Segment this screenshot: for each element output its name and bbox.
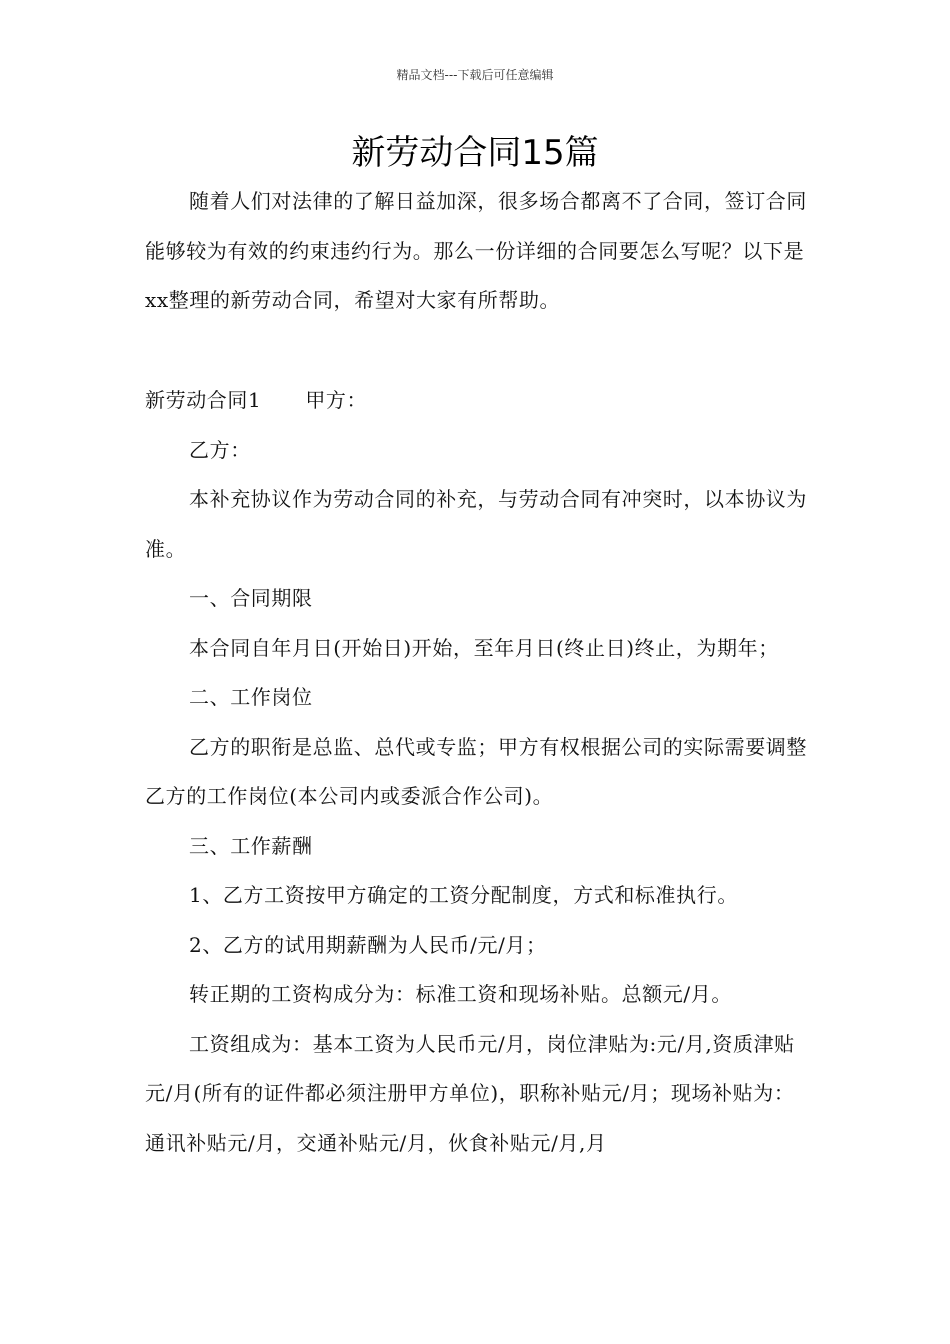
paragraph-contract-term: 本合同自年月日(开始日)开始，至年月日(终止日)终止，为期年； bbox=[189, 635, 779, 660]
header-note: 精品文档---下载后可任意编辑 bbox=[396, 68, 554, 82]
paragraph-regular-salary: 转正期的工资构成分为：标准工资和现场补贴。总额元/月。 bbox=[189, 982, 732, 1006]
paragraph-job-position: 乙方的职衔是总监、总代或专监；甲方有权根据公司的实际需要调整乙方的工作岗位(本公司内或委派合作公司)。 bbox=[145, 734, 807, 808]
intro-section bbox=[145, 177, 807, 326]
paragraph-compensation-1: 1、乙方工资按甲方确定的工资分配制度，方式和标准执行。 bbox=[189, 883, 738, 907]
heading-compensation: 三、工作薪酬 bbox=[189, 833, 313, 858]
section-heading-row bbox=[145, 376, 807, 426]
party-b-label: 乙方： bbox=[189, 437, 251, 462]
paragraph-supplement: 本补充协议作为劳动合同的补充，与劳动合同有冲突时，以本协议为准。 bbox=[145, 487, 807, 561]
page-title: 新劳动合同15篇 bbox=[351, 133, 599, 173]
intro-paragraph: 随着人们对法律的了解日益加深，很多场合都离不了合同，签订合同能够较为有效的约束违约行为。那么一份详细的合同要怎么写呢？以下是xx整理的新劳动合同，希望对大家有所帮助。 bbox=[145, 189, 807, 312]
paragraph-salary-composition: 工资组成为：基本工资为人民币元/月，岗位津贴为:元/月,资质津贴元/月(所有的证件都必须注册甲方单位)，职称补贴元/月；现场补贴为：通讯补贴元/月，交通补贴元/月，伙食补贴元/月,月 bbox=[145, 1031, 795, 1155]
paragraph-compensation-2: 2、乙方的试用期薪酬为人民币/元/月； bbox=[189, 932, 547, 957]
heading-job-position: 二、工作岗位 bbox=[189, 685, 313, 709]
party-a-label: 甲方： bbox=[305, 388, 368, 412]
heading-contract-term: 一、合同期限 bbox=[189, 586, 313, 610]
section-label: 新劳动合同1 bbox=[145, 388, 262, 412]
contract-body bbox=[145, 376, 807, 1168]
